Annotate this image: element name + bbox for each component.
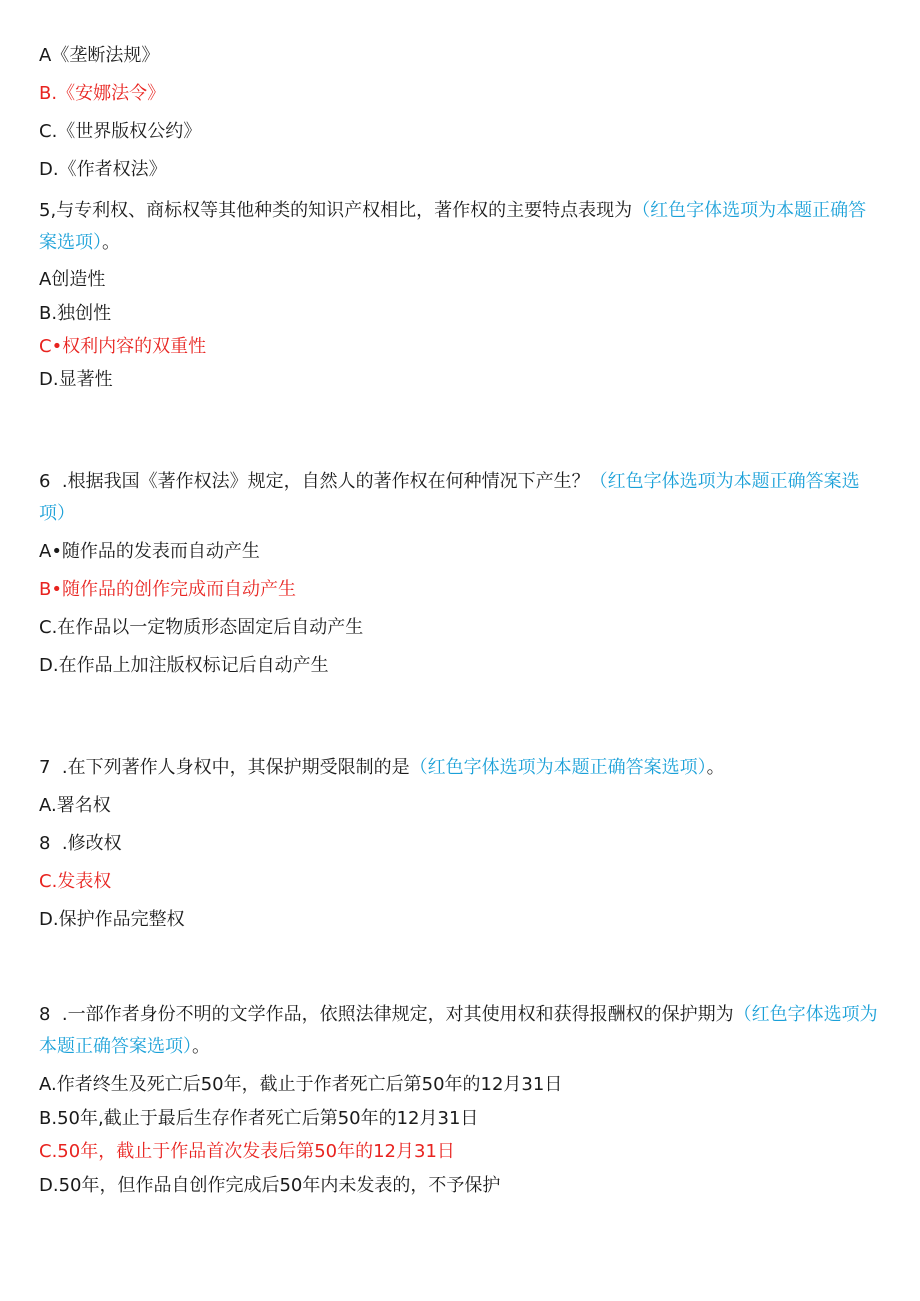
q6-option-c: C.在作品以一定物质形态固定后自动产生 xyxy=(39,617,364,638)
q8-answer-hint: （红色字体选项为本题正确答案选项） xyxy=(39,1004,878,1057)
q7-option-b: 8 .修改权 xyxy=(39,833,122,854)
q5-option-b: B.独创性 xyxy=(39,303,112,324)
q6-answer-hint: （红色字体选项为本题正确答案选项） xyxy=(39,471,860,524)
q8-option-d: D.50年，但作品自创作完成后50年内未发表的，不予保护 xyxy=(39,1175,501,1196)
q5-stem: 5,与专利权、商标权等其他种类的知识产权相比，著作权的主要特点表现为 xyxy=(39,200,633,221)
q7-stem: 7 .在下列著作人身权中，其保护期受限制的是 xyxy=(39,757,410,778)
q5-answer-hint: （红色字体选项为本题正确答案选项） xyxy=(39,200,867,253)
q8-option-c: C.50年，截止于作品首次发表后第50年的12月31日 xyxy=(39,1141,455,1162)
q5-option-a: A创造性 xyxy=(39,269,106,290)
q6-option-b: B•随作品的创作完成而自动产生 xyxy=(39,579,296,600)
q6-option-d: D.在作品上加注版权标记后自动产生 xyxy=(39,655,329,676)
q5-option-c: C•权利内容的双重性 xyxy=(39,336,207,357)
q6-question xyxy=(39,466,884,530)
q4-option-a: A《垄断法规》 xyxy=(39,45,160,66)
q7-option-c: C.发表权 xyxy=(39,871,112,892)
q8-option-b: B.50年,截止于最后生存作者死亡后第50年的12月31日 xyxy=(39,1108,479,1129)
q7-option-a: A.署名权 xyxy=(39,795,111,816)
q8-stem: 8 .一部作者身份不明的文学作品，依照法律规定，对其使用权和获得报酬权的保护期为 xyxy=(39,1004,734,1025)
q5-stem-end: 。 xyxy=(102,232,120,253)
q8-stem-end: 。 xyxy=(192,1036,210,1057)
q5-question xyxy=(39,195,884,259)
q7-question xyxy=(39,757,725,779)
q8-question xyxy=(39,999,884,1063)
q6-option-a: A•随作品的发表而自动产生 xyxy=(39,541,260,562)
q4-option-b: B.《安娜法令》 xyxy=(39,83,166,104)
q7-option-d: D.保护作品完整权 xyxy=(39,909,185,930)
q8-option-a: A.作者终生及死亡后50年，截止于作者死亡后第50年的12月31日 xyxy=(39,1074,563,1095)
q5-option-d: D.显著性 xyxy=(39,369,113,390)
q4-option-c: C.《世界版权公约》 xyxy=(39,121,202,142)
q6-stem: 6 .根据我国《著作权法》规定，自然人的著作权在何种情况下产生？ xyxy=(39,471,590,492)
q7-answer-hint: （红色字体选项为本题正确答案选项） xyxy=(409,757,707,778)
q4-option-d: D.《作者权法》 xyxy=(39,159,167,180)
q7-stem-end: 。 xyxy=(706,757,725,778)
